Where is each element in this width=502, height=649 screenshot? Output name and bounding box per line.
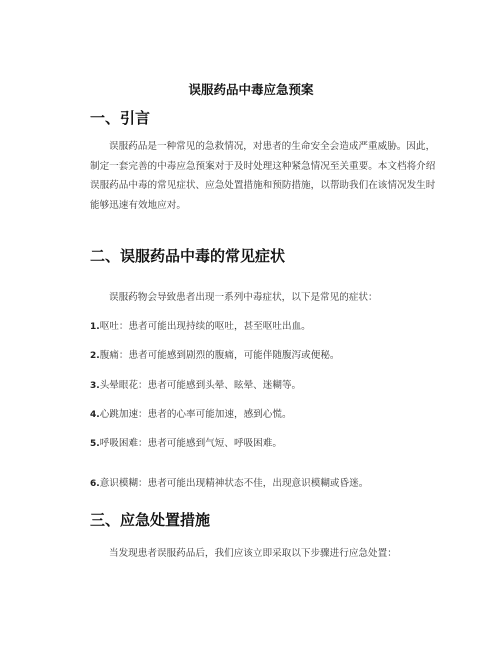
list-item bbox=[90, 347, 340, 361]
symptoms-intro: 误服药物会导致患者出现一系列中毒症状，以下是常见的症状： bbox=[109, 292, 378, 303]
list-item-text: 心跳加速：患者的心率可能加速，感到心慌。 bbox=[99, 409, 292, 420]
list-item-text: 腹痛：患者可能感到剧烈的腹痛，可能伴随腹泻或便秘。 bbox=[99, 350, 340, 361]
section-heading-emergency-measures: 三、应急处置措施 bbox=[90, 511, 211, 529]
section-heading-symptoms: 二、误服药品中毒的常见症状 bbox=[90, 247, 286, 265]
list-item-number: 4. bbox=[90, 410, 100, 420]
list-item-number: 6. bbox=[90, 479, 100, 489]
list-item bbox=[90, 435, 282, 449]
list-item-text: 意识模糊：患者可能出现精神状态不佳，出现意识模糊或昏迷。 bbox=[99, 478, 369, 489]
list-item bbox=[90, 475, 368, 489]
list-item-number: 1. bbox=[90, 322, 100, 332]
list-item-number: 2. bbox=[90, 351, 100, 361]
list-item-text: 呼吸困难：患者可能感到气短、呼吸困难。 bbox=[99, 438, 282, 449]
section-heading-introduction: 一、引言 bbox=[90, 109, 151, 127]
list-item-number: 5. bbox=[90, 439, 100, 449]
document-title: 误服药品中毒应急预案 bbox=[188, 82, 314, 97]
list-item bbox=[90, 377, 301, 391]
introduction-paragraph: 误服药品是一种常见的急救情况，对患者的生命安全会造成严重威胁。因此，制定一套完善的中毒应急预案对于及时处理这种紧急情况至关重要。本文档将介绍误服药品中毒的常见症状、应急处置措施和预防措施，以帮助我们在该情况发生时能够迅速有效地应对。 bbox=[90, 141, 436, 211]
list-item bbox=[90, 318, 311, 332]
list-item-text: 头晕眼花：患者可能感到头晕、眩晕、迷糊等。 bbox=[99, 380, 302, 391]
list-item-number: 3. bbox=[90, 381, 100, 391]
list-item-text: 呕吐：患者可能出现持续的呕吐，甚至呕吐出血。 bbox=[99, 321, 311, 332]
list-item bbox=[90, 406, 292, 420]
emergency-intro: 当发现患者误服药品后，我们应该立即采取以下步骤进行应急处置： bbox=[109, 548, 397, 559]
